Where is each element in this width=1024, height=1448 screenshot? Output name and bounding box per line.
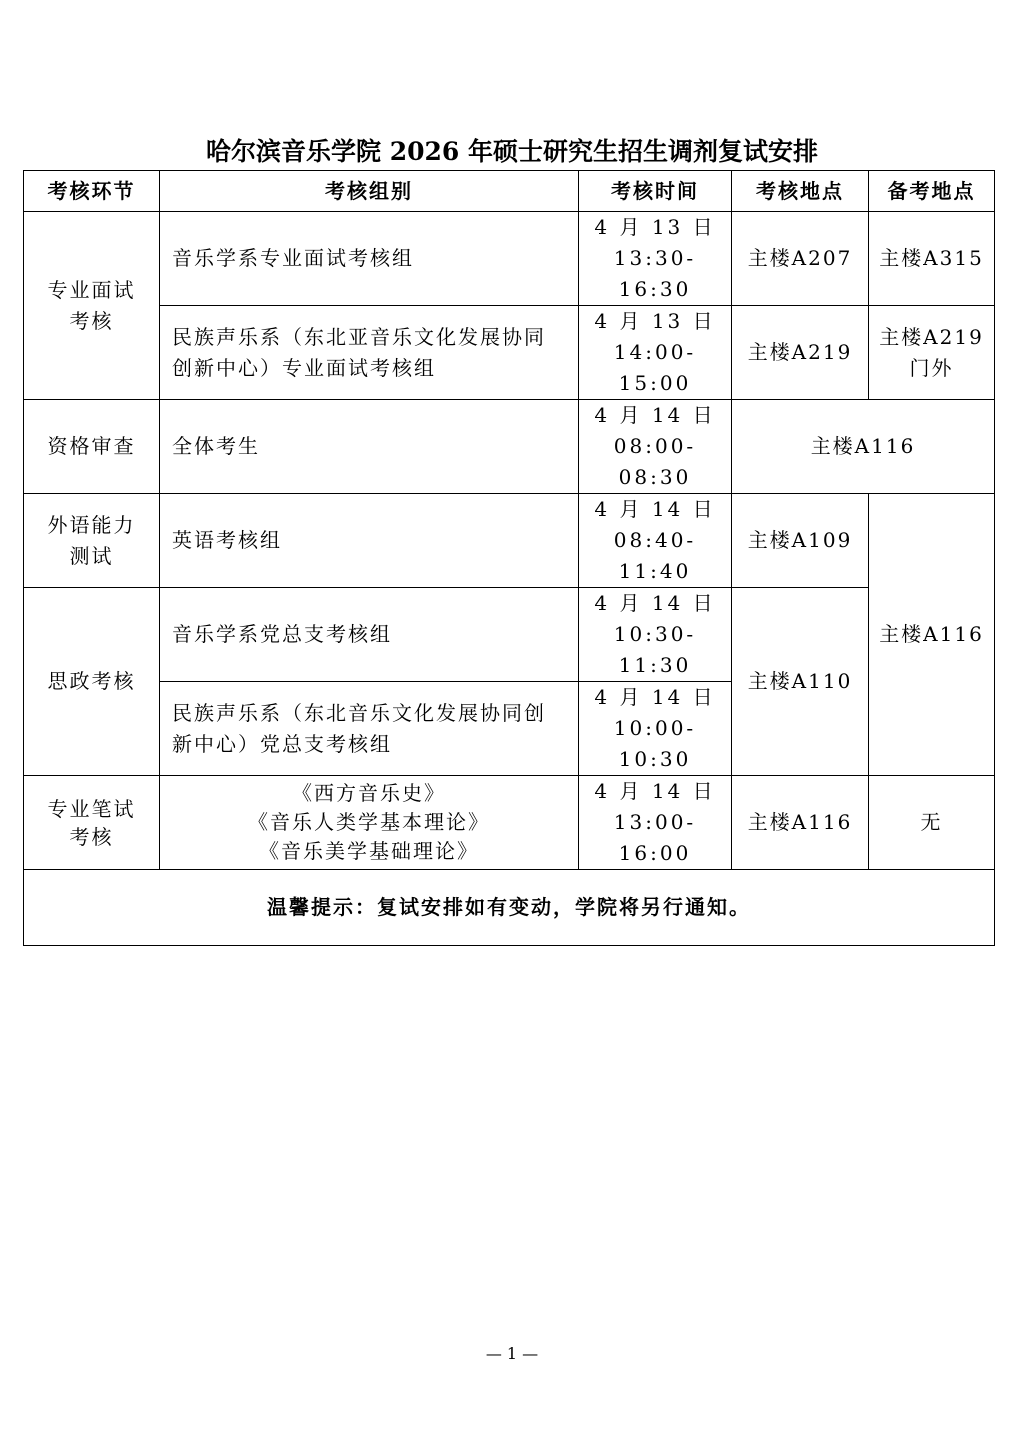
tip-row [24, 870, 995, 946]
table-row [24, 212, 995, 306]
time-cell [579, 682, 732, 776]
stage-line: 专业面试 [47, 277, 136, 302]
time-text: 13:30-16:30 [613, 246, 697, 301]
time-text: 10:30-11:30 [613, 622, 697, 677]
table-row [24, 776, 995, 870]
group-cell: 英语考核组 [160, 494, 579, 588]
date-text: 4 月 14 日 [594, 497, 716, 521]
page-number: — 1 — [485, 1344, 539, 1363]
time-text: 14:00-15:00 [613, 340, 697, 395]
time-cell [579, 306, 732, 400]
time-text: 08:00-08:30 [613, 434, 697, 489]
backup-cell: 无 [869, 776, 995, 870]
group-cell: 音乐学系党总支考核组 [160, 588, 579, 682]
date-text: 4 月 14 日 [594, 591, 716, 615]
date-text: 4 月 13 日 [594, 309, 716, 333]
stage-cell [24, 212, 160, 400]
header-stage: 考核环节 [24, 171, 160, 212]
backup-line: 主楼A219 [879, 324, 984, 349]
table-row [24, 306, 995, 400]
book-title: 《音乐美学基础理论》 [259, 839, 479, 863]
backup-cell [869, 306, 995, 400]
place-cell: 主楼A109 [732, 494, 869, 588]
group-cell: 全体考生 [160, 400, 579, 494]
header-place: 考核地点 [732, 171, 869, 212]
stage-line: 考核 [69, 308, 114, 333]
time-cell [579, 400, 732, 494]
header-time: 考核时间 [579, 171, 732, 212]
stage-cell [24, 776, 160, 870]
place-cell: 主楼A207 [732, 212, 869, 306]
stage-cell [24, 494, 160, 588]
group-line: 创新中心）专业面试考核组 [172, 355, 436, 380]
table-header-row [24, 171, 995, 212]
group-line: 民族声乐系（东北音乐文化发展协同创 [172, 700, 546, 725]
stage-line: 专业笔试 [47, 796, 136, 821]
reminder-note: 温馨提示：复试安排如有变动，学院将另行通知。 [24, 870, 995, 946]
time-cell [579, 776, 732, 870]
group-line: 新中心）党总支考核组 [172, 731, 392, 756]
table-row [24, 400, 995, 494]
place-cell: 主楼A116 [732, 776, 869, 870]
stage-line: 外语能力 [47, 512, 136, 537]
group-cell [160, 306, 579, 400]
place-cell: 主楼A219 [732, 306, 869, 400]
date-text: 4 月 14 日 [594, 685, 716, 709]
group-line: 民族声乐系（东北亚音乐文化发展协同 [172, 324, 546, 349]
stage-line: 考核 [69, 824, 114, 849]
schedule-table [23, 170, 995, 946]
backup-cell [869, 212, 995, 306]
time-text: 13:00-16:00 [613, 810, 697, 865]
book-title: 《音乐人类学基本理论》 [248, 810, 490, 834]
time-cell [579, 212, 732, 306]
date-text: 4 月 14 日 [594, 403, 716, 427]
backup-line: 门外 [909, 355, 954, 380]
header-backup: 备考地点 [869, 171, 995, 212]
place-cell: 主楼A110 [732, 588, 869, 776]
place-cell: 主楼A116 [732, 400, 995, 494]
time-cell [579, 494, 732, 588]
time-text: 10:00-10:30 [613, 716, 697, 771]
time-text: 08:40-11:40 [613, 528, 697, 583]
backup-line: 主楼A315 [879, 246, 984, 270]
stage-cell: 思政考核 [24, 588, 160, 776]
group-line: 音乐学系专业面试考核组 [172, 246, 414, 270]
group-cell [160, 776, 579, 870]
stage-line: 测试 [69, 543, 114, 568]
date-text: 4 月 13 日 [594, 215, 716, 239]
table-row [24, 494, 995, 588]
date-text: 4 月 14 日 [594, 779, 716, 803]
page-title: 哈尔滨音乐学院 2026 年硕士研究生招生调剂复试安排 [206, 137, 818, 166]
group-cell [160, 682, 579, 776]
time-cell [579, 588, 732, 682]
book-title: 《西方音乐史》 [292, 781, 446, 805]
table-row [24, 588, 995, 682]
header-group: 考核组别 [160, 171, 579, 212]
backup-cell: 主楼A116 [869, 494, 995, 776]
group-cell [160, 212, 579, 306]
stage-cell: 资格审查 [24, 400, 160, 494]
